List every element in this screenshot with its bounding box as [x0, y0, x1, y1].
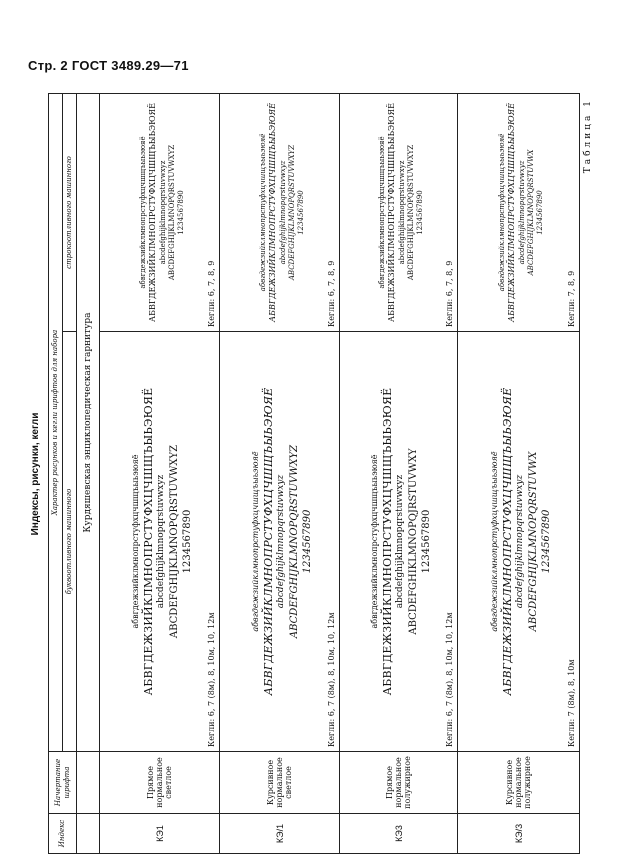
sample-digits: 1234567890 [540, 509, 552, 574]
header-typewriter: строкоотливного машинного [63, 94, 77, 332]
sample-lower-lat: abcdefghijklmnopqrstuvwxyz [397, 160, 406, 265]
sample-upper-ru: АБВГДЕЖЗИЙКЛМНОПРСТУФХЦЧШЩЪЫЬЭЮЯЁ [500, 387, 514, 696]
sample-sizes: Кегли: 6, 7, 8, 9 [207, 260, 216, 327]
typewriter-sample [458, 94, 580, 332]
sample-upper-ru: АБВГДЕЖЗИЙКЛМНОПРСТУФХЦЧШЩЪЫЬЭЮЯЁ [141, 387, 155, 696]
row-face: Курсивное нормальное светлое [220, 752, 340, 814]
row-index: КЭ/1 [220, 814, 340, 854]
sample-digits: 1234567890 [415, 190, 424, 235]
sample-upper-lat: ABCDEFGHIKLMNOPQJRSTUVWXY [407, 448, 419, 635]
sample-sizes: Кегли: 6, 7, 8, 9 [327, 260, 336, 327]
sample-lower-lat: abcdefghijklmnopqrstuvwxyz [515, 474, 525, 609]
sample-sizes: Кегли: 6, 7 (8м), 8, 10м, 10, 12м [445, 612, 454, 747]
sample-digits: 1234567890 [535, 190, 544, 235]
sample-sizes: Кегли: 7, 8, 9 [567, 270, 576, 327]
sample-upper-ru: АБВГДЕЖЗИЙКЛМНОПРСТУФХЦЧШЩЪЫЬЭЮЯЁ [268, 103, 278, 322]
typewriter-sample [340, 94, 458, 332]
sample-lower-lat: abcdefghijklmnopqrstuvwxyz [395, 474, 405, 609]
rotated-table-page [28, 94, 598, 854]
sample-upper-lat: ABCDEFGHIJKLMNOPQRSTUVWXYZ [406, 144, 415, 281]
row-index: КЭ/3 [458, 814, 580, 854]
header-group: Характер рисунков и кегли шрифтов для набора [49, 94, 63, 752]
sample-upper-lat: ABCDEFGHIJKLMNOPQRSTUVWXYZ [167, 144, 176, 281]
row-face: Прямое нормальное полужирное [340, 752, 458, 814]
table-title: Индексы, рисунки, кегли [30, 412, 41, 536]
sample-lower-ru: абвгдежзийклмнопрстуфхцчшщъыьэюяё [490, 451, 500, 632]
sample-lower-ru: абвгдежзийклмнопрстуфхцчшщъыьэюяё [370, 454, 380, 629]
sample-sizes: Кегли: 6, 7 (8м), 8, 10м, 10, 12м [207, 612, 216, 747]
sample-lower-lat: abcdefghijklmnopqrstuvwxyz [158, 160, 167, 265]
letterpress-sample [100, 332, 220, 752]
sample-lower-ru: абвгдежзийклмнопрстуфхцчшщъыьэюяё [139, 136, 148, 289]
sample-upper-ru: АБВГДЕЖЗИЙКЛМНОПРСТУФХЦЧШЩЪЫЬЭЮЯЁ [261, 387, 275, 696]
letterpress-sample [458, 332, 580, 752]
sample-lower-ru: абвгдежзийклмнопрстуфхцчшщъыьэюяё [251, 451, 261, 632]
sample-upper-lat: ABCDEFGHIJKLMNOPQRSTUVWXYZ [287, 144, 296, 281]
sample-digits: 1234567890 [296, 190, 305, 235]
table-row [340, 94, 458, 854]
sample-lower-ru: абвгдежзийклмнопрстуфхцчшщъыьэюяё [498, 133, 507, 292]
sample-upper-lat: ABCDEFGHIJKLMNOPQRSTUVWX [527, 451, 539, 632]
sample-lower-ru: абвгдежзийклмнопрстуфхцчшщъыьэюяё [259, 133, 268, 292]
font-table [48, 93, 580, 854]
sample-upper-lat: ABCDEFGHIJKLMNOPQRSTUVWXYZ [288, 444, 300, 639]
sample-digits: 1234567890 [420, 509, 432, 574]
table-row [220, 94, 340, 854]
row-index: КЭ1 [100, 814, 220, 854]
sample-lower-ru: абвгдежзийклмнопрстуфхцчшщъыьэюяё [378, 136, 387, 289]
section-title: Курдяшевская энциклопедическая гарнитура [77, 94, 100, 752]
row-face: Прямое нормальное светлое [100, 752, 220, 814]
sample-sizes: Кегли: 7 (8м), 8, 10м [567, 659, 576, 747]
sample-digits: 1234567890 [301, 509, 313, 574]
sample-lower-ru: абвгдежзийклмнопрстуфхцчшщъыьэюяё [131, 454, 141, 629]
sample-upper-ru: АБВГДЕЖЗИЙКЛМНОПРСТУФХЦЧШЩЪЫЬЭЮЯЁ [380, 387, 394, 696]
sample-digits: 1234567890 [181, 509, 193, 574]
sample-sizes: Кегли: 6, 7 (8м), 8, 10м, 10, 12м [327, 612, 336, 747]
header-index: Индекс [49, 814, 77, 854]
row-face: Курсивное нормальное полужирное [458, 752, 580, 814]
page-header: Стр. 2 ГОСТ 3489.29—71 [28, 58, 189, 73]
sample-lower-lat: abcdefghijklmnopqrstuvwxyz [517, 160, 526, 265]
table-row [458, 94, 580, 854]
table-row [100, 94, 220, 854]
table-label: Таблица 1 [583, 98, 593, 174]
sample-lower-lat: abcdefghijklmnopqrstuvwxyz [278, 160, 287, 265]
sample-upper-ru: АБВГДЕЖЗИЙКЛМНОПРСТУФХЦЧШЩЪЫЬЭЮЯЁ [507, 103, 517, 322]
sample-sizes: Кегли: 6, 7, 8, 9 [445, 260, 454, 327]
typewriter-sample [220, 94, 340, 332]
sample-digits: 1234567890 [176, 190, 185, 235]
sample-lower-lat: abcdefghijklmnopqrstuvwxyz [156, 474, 166, 609]
letterpress-sample [340, 332, 458, 752]
sample-upper-ru: АБВГДЕЖЗИЙКЛМНОПРСТУФХЦЧШЩЪЫЬЭЮЯЁ [148, 103, 158, 322]
sample-upper-lat: ABCDEFGHIJKLMNOPQRSTUVWXYZ [168, 444, 180, 639]
header-letterpress: буквоотливного машинного [63, 332, 77, 752]
sample-lower-lat: abcdefghijklmnopqrstuvwxyz [276, 474, 286, 609]
sample-upper-ru: АБВГДЕЖЗИЙКЛМНОПРСТУФХЦЧШЩЪЫЬЭЮЯЁ [387, 103, 397, 322]
row-index: КЭ3 [340, 814, 458, 854]
sample-upper-lat: ABCDEFGHIJKLMNOPQRSTUVWX [526, 149, 535, 276]
letterpress-sample [220, 332, 340, 752]
header-face: Начертание шрифта [49, 752, 77, 814]
typewriter-sample [100, 94, 220, 332]
